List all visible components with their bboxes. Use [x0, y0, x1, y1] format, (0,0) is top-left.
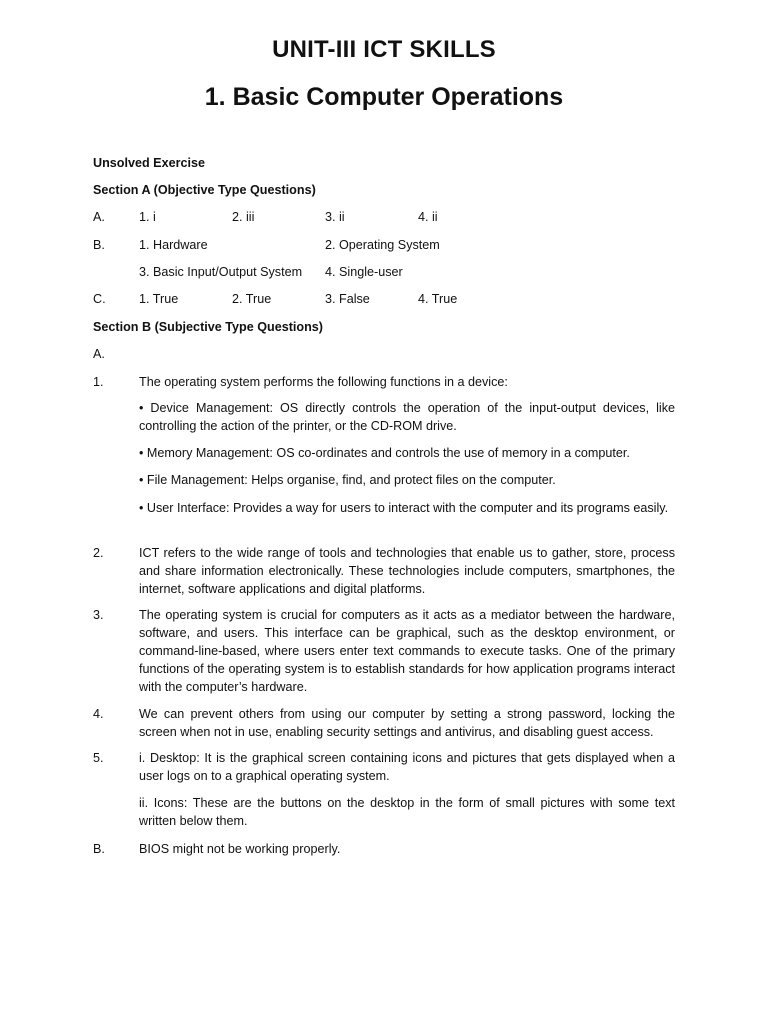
bullet-item: • Device Management: OS directly controls the operation of the input-output devices, like controlling the action of the printer, or the CD-ROM drive.: [139, 401, 675, 433]
unit-title: UNIT-III ICT SKILLS: [272, 36, 496, 63]
question-number: 1.: [93, 375, 104, 389]
row-a-label: A.: [93, 210, 105, 224]
question-number: 5.: [93, 751, 104, 765]
row-b-answer: 4. Single-user: [325, 265, 403, 279]
question-number: 4.: [93, 707, 104, 721]
question-number: 2.: [93, 546, 104, 560]
row-b-answer: 2. Operating System: [325, 238, 440, 252]
bullet-item: • User Interface: Provides a way for users to interact with the computer and its programs easily.: [139, 501, 669, 515]
row-a-answer: 3. ii: [325, 210, 345, 224]
answer-paragraph: i. Desktop: It is the graphical screen containing icons and pictures that gets displayed when a user logs on to a graphical operating system.: [139, 751, 675, 783]
section-b-b-label: B.: [93, 842, 105, 856]
section-a-heading: Section A (Objective Type Questions): [93, 183, 316, 197]
row-a-answer: 2. iii: [232, 210, 255, 224]
row-b-answer: 3. Basic Input/Output System: [139, 265, 303, 279]
section-b-heading: Section B (Subjective Type Questions): [93, 320, 323, 334]
row-c-label: C.: [93, 292, 106, 306]
answer-paragraph: ICT refers to the wide range of tools and technologies that enable us to gather, store, process and share information electronically. These technologies include computers, smartphones, the internet, software applications and digital platforms.: [139, 546, 675, 596]
row-c-answer: 1. True: [139, 292, 179, 306]
row-c-answer: 2. True: [232, 292, 272, 306]
row-a-answer: 4. ii: [418, 210, 438, 224]
answer-paragraph: The operating system is crucial for computers as it acts as a mediator between the hardware, software, and users. This interface can be graphical, such as the desktop environment, or command-line-based, where users enter text commands to execute tasks. One of the primary functions of the operating system is to establish standards for how application programs interact with the computer’s hardware.: [139, 608, 675, 694]
section-b-a-label: A.: [93, 347, 105, 361]
row-a-answer: 1. i: [139, 210, 156, 224]
answer-paragraph: We can prevent others from using our computer by setting a strong password, locking the screen when not in use, enabling security settings and antivirus, and disabling guest access.: [139, 707, 675, 739]
row-b-answer: 1. Hardware: [139, 238, 208, 252]
question-number: 3.: [93, 608, 104, 622]
answer-paragraph: BIOS might not be working properly.: [139, 842, 341, 856]
row-c-answer: 4. True: [418, 292, 458, 306]
answer-paragraph: The operating system performs the following functions in a device:: [139, 375, 508, 389]
row-b-label: B.: [93, 238, 105, 252]
chapter-title: 1. Basic Computer Operations: [204, 83, 564, 111]
bullet-item: • File Management: Helps organise, find, and protect files on the computer.: [139, 473, 556, 487]
exercise-heading: Unsolved Exercise: [93, 156, 206, 170]
answer-paragraph: ii. Icons: These are the buttons on the desktop in the form of small pictures with some text written below them.: [139, 796, 675, 828]
row-c-answer: 3. False: [325, 292, 370, 306]
bullet-item: • Memory Management: OS co-ordinates and controls the use of memory in a computer.: [139, 446, 630, 460]
